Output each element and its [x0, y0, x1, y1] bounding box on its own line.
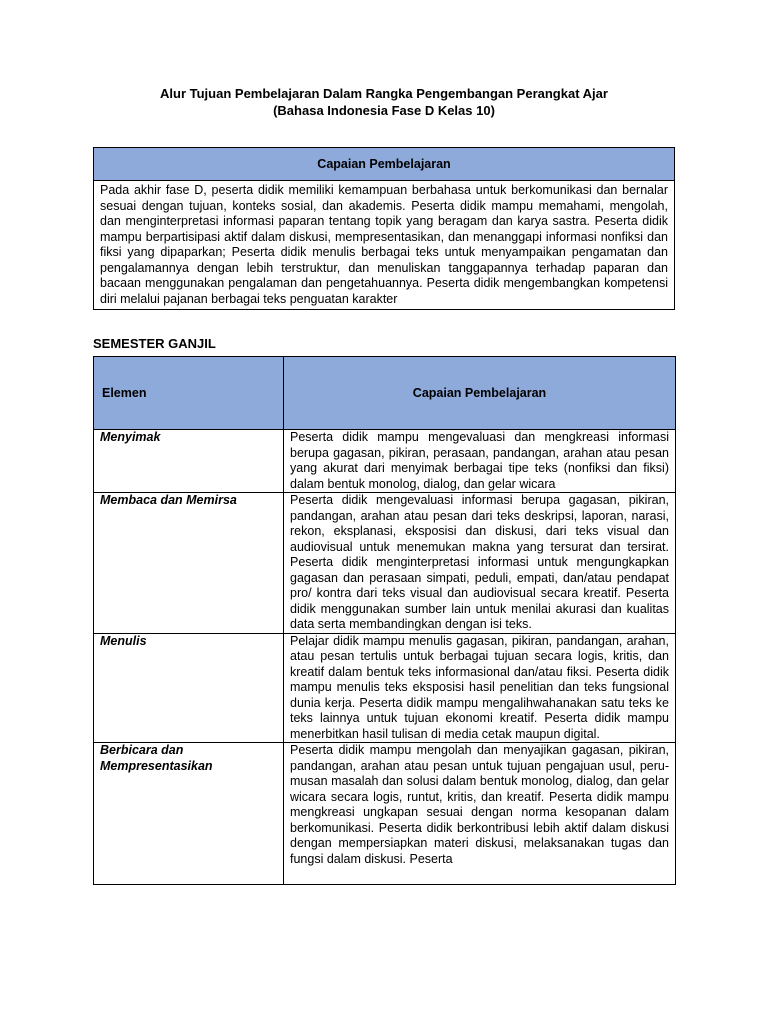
elemen-capaian: Peserta didik mampu mengolah dan menyajikan gagasan, pikiran, pandangan, arahan atau pesan untuk tujuan pengajuan usul, peru- musan masalah dan solusi dalam bentuk monolog, dialog, dan gelar wicara secara logis, runtut, kritis, dan kreatif. Peserta didik mampu mengkreasi ungkapan sesuai dengan norma kesopanan dalam berkomunikasi. Peserta didik berkontribusi lebih aktif dalam diskusi dengan mempersiapkan materi diskusi, melaksanakan tugas dan fungsi dalam diskusi. Peserta [290, 743, 669, 866]
elemen-name: Menyimak [94, 430, 284, 493]
elemen-capaian: Peserta didik mampu mengevaluasi dan mengkreasi informasi berupa gagasan, pikiran, perasaan, pandangan, arahan atau pesan yang akurat dari menyimak berbagai tipe teks (nonfiksi dan fiksi) dalam bentuk monolog, dialog, dan gelar wicara [284, 430, 676, 493]
elemen-table [93, 356, 676, 885]
elemen-capaian-cell [284, 743, 676, 885]
capaian-header: Capaian Pembelajaran [94, 148, 675, 181]
table-row [94, 633, 676, 743]
elemen-name: Berbicara dan Mempresentasikan [94, 743, 284, 885]
elemen-capaian: Peserta didik mengevaluasi informasi berupa gagasan, pikiran, pandangan, arahan atau pesan dari teks deskripsi, laporan, narasi, rekon, eksplanasi, eksposisi dan diskusi, dari teks visual dan audiovisual untuk menemukan makna yang tersurat dan tersirat. Peserta didik menginterpretasi informasi untuk mengungkapkan gagasan dan perasaan simpati, peduli, empati, dan/atau pendapat pro/ kontra dari teks visual dan audiovisual secara kreatif. Peserta didik menggunakan sumber lain untuk menilai akurasi dan kualitas data serta membandingkan dengan isi teks. [284, 493, 676, 634]
semester-heading: SEMESTER GANJIL [93, 336, 216, 351]
table-row [94, 743, 676, 885]
elemen-name: Membaca dan Memirsa [94, 493, 284, 634]
elemen-table-header [94, 357, 676, 430]
elemen-capaian: Pelajar didik mampu menulis gagasan, pikiran, pandangan, arahan, atau pesan tertulis untuk berbagai tujuan secara logis, kritis, dan kreatif dalam bentuk teks informasional dan/atau fiksi. Peserta didik mampu menulis teks eksposisi hasil penelitian dan teks fungsional dunia kerja. Peserta didik mampu mengalihwahanakan satu teks ke teks lainnya untuk tujuan ekonomi kreatif. Peserta didik mampu menerbitkan hasil tulisan di media cetak maupun digital. [284, 633, 676, 743]
column-header-elemen: Elemen [94, 357, 284, 430]
capaian-table [93, 147, 675, 310]
table-row [94, 430, 676, 493]
column-header-capaian: Capaian Pembelajaran [284, 357, 676, 430]
document-title-line-1: Alur Tujuan Pembelajaran Dalam Rangka Pengembangan Perangkat Ajar [160, 86, 608, 101]
document-title [93, 85, 675, 119]
capaian-text: Pada akhir fase D, peserta didik memiliki kemampuan berbahasa untuk berkomunikasi dan bernalar sesuai dengan tujuan, konteks sosial, dan akademis. Peserta didik mampu memahami, mengolah, dan menginterpretasi informasi paparan tentang topik yang beragam dan karya sastra. Peserta didik mampu berpartisipasi aktif dalam diskusi, mempresentasikan, dan menanggapi informasi nonfiksi dan fiksi yang dipaparkan; Peserta didik menulis berbagai teks untuk menyampaikan pengamatan dan pengalamannya dengan lebih terstruktur, dan menuliskan tanggapannya terhadap paparan dan bacaan menggunakan pengalaman dan pengetahuannya. Peserta didik mengembangkan kompetensi diri melalui pajanan berbagai teks penguatan karakter [94, 181, 675, 310]
table-row [94, 493, 676, 634]
document-page [93, 85, 675, 885]
elemen-name: Menulis [94, 633, 284, 743]
document-title-line-2: (Bahasa Indonesia Fase D Kelas 10) [273, 103, 495, 118]
